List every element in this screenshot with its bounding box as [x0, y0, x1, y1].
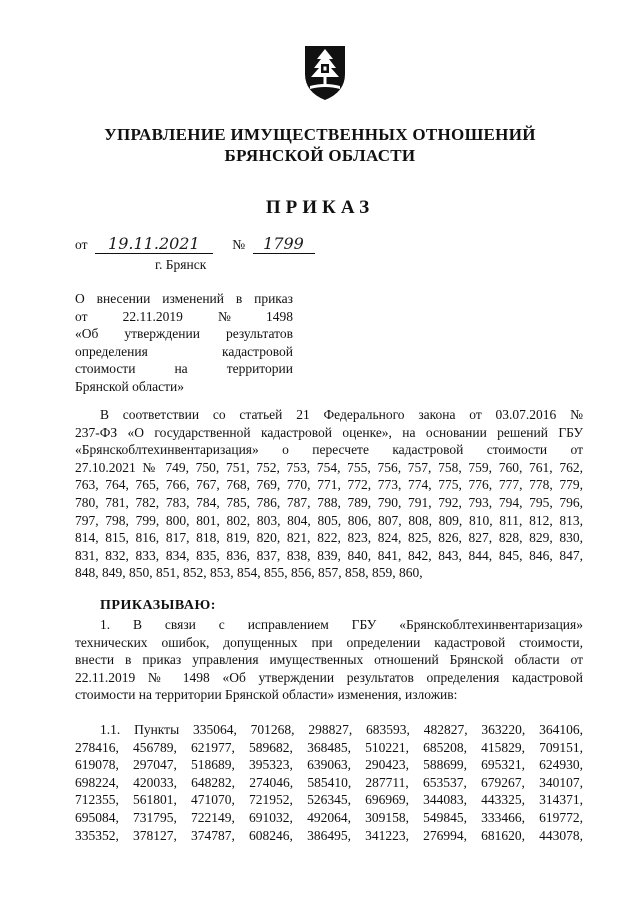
- preamble-line: 763, 764, 765, 766, 767, 768, 769, 770, 771, 772, 773, 774, 775, 776, 777, 778, 779,: [75, 477, 583, 493]
- subject-word: Брянской области»: [75, 378, 185, 394]
- document-title: ПРИКАЗ: [265, 197, 375, 218]
- subject-word: №: [217, 308, 231, 324]
- subject-word: в: [235, 291, 243, 306]
- subject-word: «Об: [75, 326, 99, 342]
- organization-line-2: БРЯНСКОЙ ОБЛАСТИ: [224, 146, 416, 165]
- number-label: №: [232, 237, 246, 252]
- item1-line: 22.11.2019 № 1498 «Об утверждении результатов определения кадастровой: [75, 669, 583, 685]
- item11-line: 619078, 297047, 518689, 395323, 639063, 290423, 588699, 695321, 624930,: [75, 757, 583, 773]
- handwritten-order-number: 1799: [253, 234, 315, 254]
- item1-line: технических ошибок, допущенных при определении кадастровой стоимости,: [75, 634, 583, 650]
- subject-word: от: [75, 308, 88, 324]
- subject-word: 22.11.2019: [122, 308, 183, 324]
- order-heading: ПРИКАЗЫВАЮ:: [100, 598, 216, 613]
- subject-word: 1498: [266, 308, 293, 324]
- subject-line: [75, 290, 293, 308]
- subject-word: стоимости: [75, 361, 136, 377]
- item11-line: 698224, 420033, 648282, 274046, 585410, 287711, 653537, 679267, 340107,: [75, 774, 583, 790]
- subject-line: [75, 360, 293, 378]
- preamble-line: 27.10.2021 № 749, 750, 751, 752, 753, 754, 755, 756, 757, 758, 759, 760, 761, 762,: [75, 459, 583, 475]
- preamble-line: 848, 849, 850, 851, 852, 853, 854, 855, 856, 857, 858, 859, 860,: [75, 565, 423, 581]
- subject-word: кадастровой: [221, 343, 293, 359]
- item11-line: 1.1. Пункты 335064, 701268, 298827, 683593, 482827, 363220, 364106,: [100, 722, 583, 737]
- preamble-line: 797, 798, 799, 800, 801, 802, 803, 804, 805, 806, 807, 808, 809, 810, 811, 812, 813,: [75, 512, 583, 528]
- item11-line: 695084, 731795, 722149, 691032, 492064, 309158, 549845, 333466, 619772,: [75, 809, 583, 825]
- date-label: от: [75, 237, 88, 252]
- subject-word: определения: [75, 343, 148, 359]
- subject-line: [75, 308, 293, 326]
- item11-line: 335352, 378127, 374787, 608246, 386495, 341223, 276994, 681620, 443078,: [75, 827, 583, 843]
- subject-word: результатов: [225, 326, 293, 342]
- item-1-1-paragraph: [75, 721, 583, 844]
- subject-line: [75, 325, 293, 343]
- organization-line-1: УПРАВЛЕНИЕ ИМУЩЕСТВЕННЫХ ОТНОШЕНИЙ: [104, 125, 536, 144]
- item11-line: 278416, 456789, 621977, 589682, 368485, 510221, 685208, 415829, 709151,: [75, 739, 583, 755]
- preamble-line: 237-ФЗ «О государственной кадастровой оценке», на основании решений ГБУ: [75, 424, 583, 440]
- subject-line: [75, 343, 293, 361]
- item1-line: стоимости на территории Брянской области» изменения, изложив:: [75, 687, 458, 703]
- subject-word: на: [174, 361, 188, 377]
- preamble-line: 780, 781, 782, 783, 784, 785, 786, 787, 788, 789, 790, 791, 792, 793, 794, 795, 796,: [75, 494, 583, 510]
- subject-word: территории: [226, 361, 293, 377]
- preamble-line: В соответствии со статьей 21 Федерального закона от 03.07.2016 №: [100, 407, 583, 422]
- subject-word: приказ: [254, 291, 293, 306]
- preamble-line: 814, 815, 816, 817, 818, 819, 820, 821, 822, 823, 824, 825, 826, 827, 828, 829, 830,: [75, 530, 583, 546]
- order-subject: [75, 290, 293, 396]
- organization-name: [0, 124, 640, 166]
- subject-word: О: [75, 291, 85, 306]
- item1-line: внести в приказ управления имущественных отношений Брянской области от: [75, 652, 583, 668]
- preamble-line: «Брянскоблтехинвентаризация» о пересчете кадастровой стоимости от: [75, 442, 583, 458]
- subject-line: [75, 378, 293, 396]
- subject-word: внесении: [96, 291, 151, 306]
- subject-word: изменений: [162, 291, 225, 306]
- city-label: г. Брянск: [155, 257, 207, 272]
- handwritten-date: 19.11.2021: [95, 234, 213, 254]
- preamble-paragraph: [75, 406, 583, 582]
- item-1-paragraph: [75, 616, 583, 704]
- item11-line: 712355, 561801, 471070, 721952, 526345, 696969, 344083, 443325, 314371,: [75, 792, 583, 808]
- preamble-line: 831, 832, 833, 834, 835, 836, 837, 838, 839, 840, 841, 842, 843, 844, 845, 846, 847,: [75, 547, 583, 563]
- subject-word: утверждении: [124, 326, 200, 342]
- bryansk-coat-of-arms-icon: [302, 40, 348, 102]
- order-date-number-row: [75, 234, 315, 256]
- item1-line: 1. В связи с исправлением ГБУ «Брянскоблтехинвентаризация»: [100, 617, 583, 632]
